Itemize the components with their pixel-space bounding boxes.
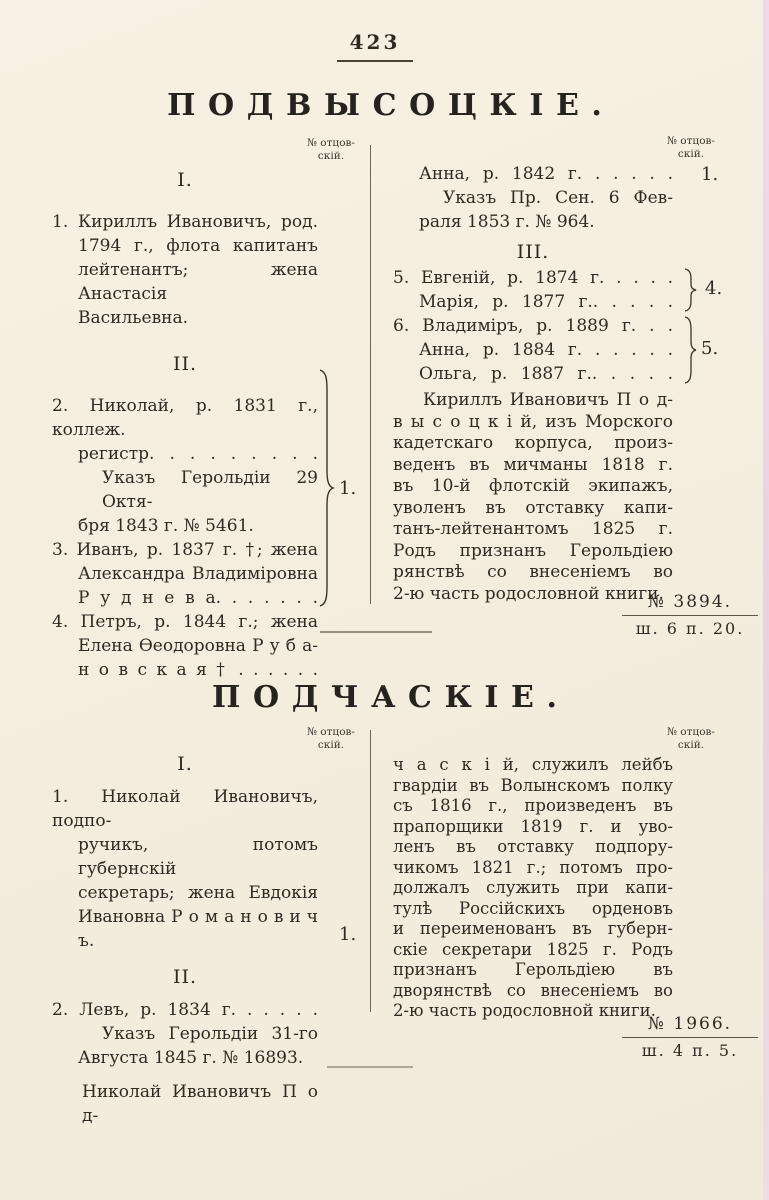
text-line: тулѣ Россійскихъ орденовъ — [393, 898, 673, 918]
article-end-divider — [327, 1066, 413, 1068]
text-line: Анна, р. 1884 г. . . . . . — [419, 340, 673, 360]
left-column-entries — [52, 752, 318, 1128]
grouping-brace — [683, 316, 698, 384]
text-line: Р у д н е в а. . . . . . . — [78, 588, 318, 608]
text-line: Августа 1845 г. № 16893. — [78, 1048, 304, 1068]
generation-numeral: I. — [177, 169, 193, 191]
text-line: рянствѣ со внесеніемъ во — [393, 562, 673, 582]
text-line: 2-ю часть родословной книги. — [393, 1001, 656, 1020]
text-line: Анна, р. 1842 г. . . . . . — [419, 164, 673, 184]
text-line: Александра Владиміровна — [78, 564, 318, 584]
text-line: въ 10-й флотскій экипажъ, — [393, 476, 673, 496]
text-line: должалъ служить при капи- — [393, 878, 673, 897]
text-line: ручикъ, потомъ губернскій — [78, 835, 318, 879]
column-divider-rule — [370, 145, 371, 604]
left-column-entries — [52, 168, 318, 682]
text-line: 2. Левъ, р. 1834 г. . . . . . — [52, 1000, 318, 1020]
fathers-number-value: 5. — [701, 338, 719, 359]
text-line: Кириллъ Ивановичъ П о д- — [423, 390, 673, 410]
text-line: 1794 г., флота капитанъ — [78, 236, 318, 256]
family-history-paragraph — [393, 390, 673, 605]
text-line: секретарь; жена Евдокія — [78, 883, 318, 903]
generation-numeral: I. — [177, 753, 193, 775]
text-line: 2-ю часть родословной книги. — [393, 583, 664, 604]
column-divider-rule — [370, 730, 371, 1012]
right-column-entries — [393, 162, 673, 386]
case-shelf-detail: ш. 4 п. 5. — [641, 1041, 739, 1060]
fathers-number-value: 1. — [701, 164, 719, 185]
generation-numeral: III. — [516, 241, 550, 263]
fathers-number-value: 4. — [705, 278, 723, 299]
text-line: Марія, р. 1877 г.. . . . . — [419, 292, 673, 312]
case-number: № 3894. — [622, 592, 758, 616]
text-line: чикомъ 1821 г.; потомъ про- — [393, 857, 673, 877]
fathers-number-header: № отцов- скій. — [667, 135, 715, 160]
text-line — [52, 1070, 318, 1080]
fathers-number-value: 1. — [339, 478, 357, 499]
text-line: в ы с о ц к і й, изъ Морского — [393, 411, 673, 432]
section-divider — [320, 631, 432, 633]
text-line: Николай Ивановичъ П о д- — [82, 1082, 318, 1126]
text-line: Указъ Пр. Сен. 6 Фев- — [443, 188, 673, 208]
text-line: 4. Петръ, р. 1844 г.; жена — [52, 612, 318, 632]
text-line: дворянствѣ со внесеніемъ во — [393, 980, 673, 1000]
text-line: гвардіи въ Волынскомъ полку — [393, 775, 673, 795]
case-shelf-detail: ш. 6 п. 20. — [635, 619, 745, 638]
case-reference — [622, 1014, 758, 1060]
text-line: лейтенантъ; жена Анастасія — [78, 260, 318, 304]
generation-numeral: II. — [172, 353, 198, 375]
text-line: ч а с к і й, служилъ лейбъ — [393, 755, 673, 774]
text-line: съ 1816 г., произведенъ въ — [393, 796, 673, 815]
text-line: танъ-лейтенантомъ 1825 г. — [393, 519, 673, 539]
text-line: скіе секретари 1825 г. Родъ — [393, 939, 673, 959]
text-line: 2. Николай, р. 1831 г., коллеж. — [52, 396, 318, 440]
text-line: н о в с к а я † . . . . . . — [78, 660, 318, 680]
text-line: 5. Евгеній, р. 1874 г. . . . . — [393, 268, 673, 288]
family-title-podchaskie: ПОДЧАСКІЕ. — [212, 680, 570, 715]
text-line: уволенъ въ отставку капи- — [393, 497, 673, 518]
grouping-brace — [683, 268, 698, 312]
family-history-paragraph — [393, 755, 673, 1022]
page-number-rule — [337, 60, 413, 62]
text-line: Указъ Герольдіи 31-го — [102, 1024, 318, 1044]
page-number: 423 — [349, 30, 401, 54]
scan-edge-artifact — [763, 0, 769, 1200]
text-line: регистр. . . . . . . . . — [78, 444, 318, 464]
text-line: Ольга, р. 1887 г.. . . . . — [419, 364, 673, 384]
text-line: 6. Владиміръ, р. 1889 г. . . — [393, 316, 673, 336]
fathers-number-header: № отцов- скій. — [307, 726, 355, 751]
fathers-number-header: № отцов- скій. — [667, 726, 715, 751]
text-line: признанъ Герольдіею въ — [393, 960, 673, 979]
grouping-brace — [317, 368, 335, 608]
text-line: Елена Ѳеодоровна Р у б а- — [78, 636, 318, 656]
text-line: веденъ въ мичманы 1818 г. — [393, 454, 673, 475]
fathers-number-value: 1. — [339, 924, 357, 945]
text-line: Родъ признанъ Герольдіею — [393, 540, 673, 561]
text-line: 1. Николай Ивановичъ, подпо- — [52, 787, 318, 831]
text-line: 1. Кириллъ Ивановичъ, род. — [52, 212, 318, 232]
case-reference — [622, 592, 758, 638]
text-line: кадетскаго корпуса, произ- — [393, 433, 673, 453]
text-line: прапорщики 1819 г. и уво- — [393, 816, 673, 836]
family-title-podvysotskie: ПОДВЫСОЦКІЕ. — [167, 88, 615, 123]
case-number: № 1966. — [622, 1014, 758, 1038]
generation-numeral: II. — [172, 966, 198, 988]
text-line: 3. Иванъ, р. 1837 г. †; жена — [52, 540, 318, 560]
fathers-number-header: № отцов- скій. — [307, 137, 355, 162]
text-line: Васильевна. — [78, 308, 189, 328]
text-line: бря 1843 г. № 5461. — [78, 516, 254, 536]
text-line: и переименованъ въ губерн- — [393, 919, 673, 938]
text-line: раля 1853 г. № 964. — [419, 212, 595, 232]
text-line: Ивановна Р о м а н о в и ч ъ. — [78, 907, 318, 951]
text-line: Указъ Герольдіи 29 Октя- — [102, 468, 318, 512]
text-line: ленъ въ отставку подпору- — [393, 837, 673, 856]
